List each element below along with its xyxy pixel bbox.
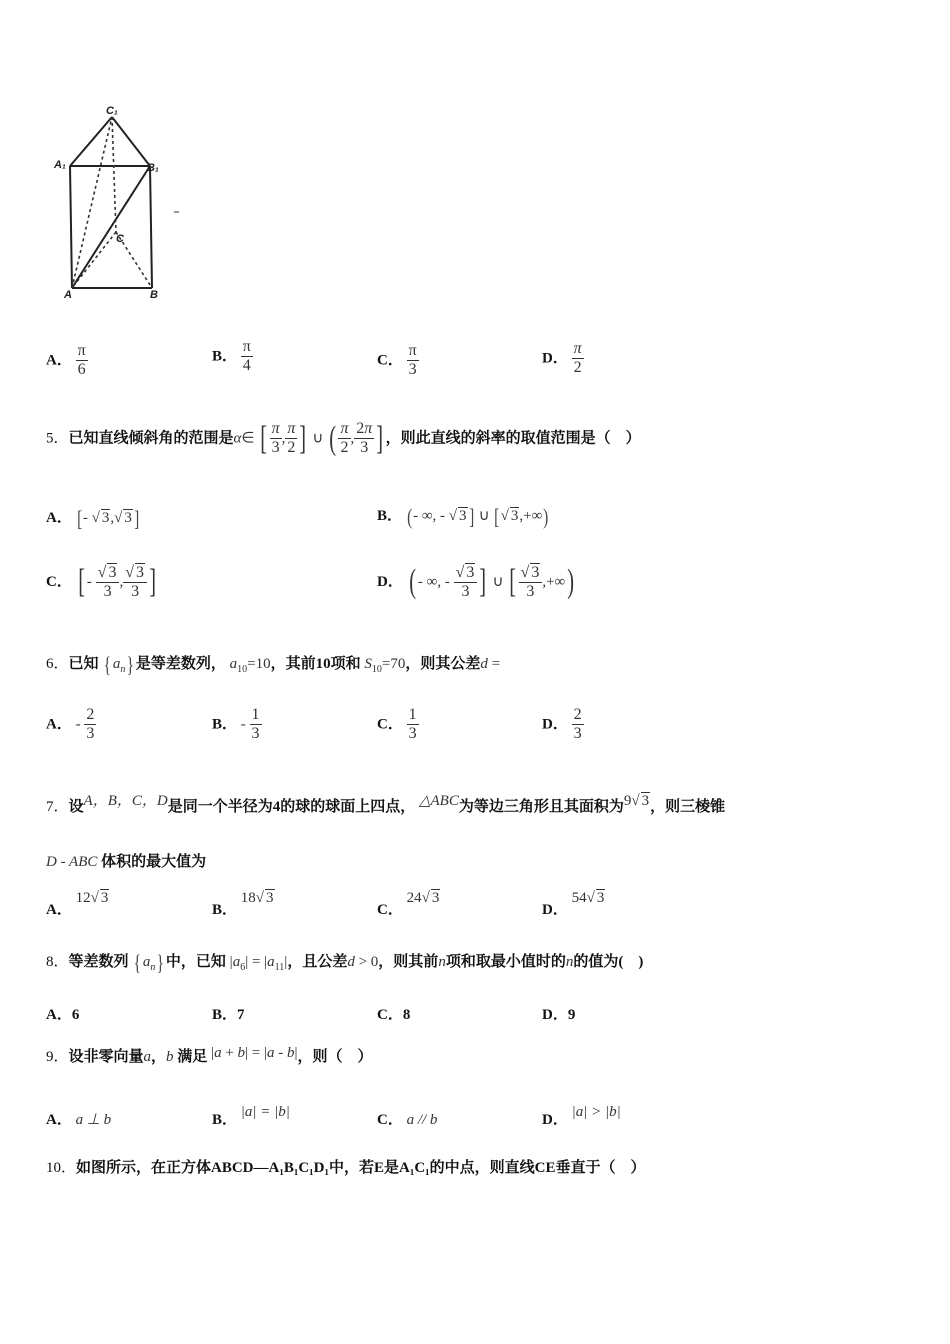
q8-option-a[interactable]: A．6	[46, 1007, 80, 1023]
question-8: 8．等差数列 { $a_n$} 中，已知 $|a_6| = |a_{11}|$，且公差d > 0，则其前n项和取最小值时的n的值为( )	[46, 949, 644, 975]
q4-option-b[interactable]: B． $\frac{\pi}{4}$	[212, 338, 251, 375]
label-b: B	[150, 289, 158, 301]
q4-option-a[interactable]: A． $\frac{\pi}{6}$	[46, 342, 86, 379]
label-b1: B₁	[147, 162, 159, 174]
q6-option-a[interactable]: A． - $\frac{2}{3}$	[46, 706, 95, 743]
q7-option-a[interactable]: A． 12√ 3	[46, 890, 109, 918]
q5-option-a[interactable]: A． [- √ 3,√ 3]	[46, 505, 140, 531]
label-c: C	[116, 233, 124, 245]
q6-option-d[interactable]: D． $\frac{2}{3}$	[542, 706, 582, 743]
question-5: 5．已知直线倾斜角的范围是α∈ [ $\frac{\pi}{3}$ , $\frac{\pi}{2}$ ] ∪ ( $\frac{\pi}{2}$ , $\frac{2\pi}{3}$ ] ，则此直线的斜率的取值范围是（ ）	[46, 419, 641, 457]
q9-option-c[interactable]: C． a // b	[377, 1112, 438, 1128]
label-a: A	[64, 289, 72, 301]
question-7: 7．设A，B，C，D是同一个半径为4的球的球面上四点， △ABC为等边三角形且其面积为9√ 3，则三棱锥	[46, 793, 726, 815]
q5-option-b[interactable]: B． (- ∞, - √ 3] ∪ [√ 3,+∞)	[377, 503, 549, 529]
edge-c-a	[72, 232, 116, 288]
question-7-line2: D - ABC 体积的最大值为	[46, 854, 207, 870]
label-a1: A₁	[54, 159, 66, 171]
q4-option-d[interactable]: D． $\frac{\pi}{2}$	[542, 340, 582, 377]
q7-option-d[interactable]: D． 54√ 3	[542, 890, 605, 918]
q7-option-b[interactable]: B． 18√ 3	[212, 890, 274, 918]
edge-a-b1	[72, 166, 150, 288]
edge-a1-a	[70, 166, 72, 288]
label-c1: C₁	[106, 105, 118, 117]
edge-c1-b1	[112, 117, 150, 166]
stray-mark	[174, 211, 179, 213]
q6-option-c[interactable]: C． $\frac{1}{3}$	[377, 706, 417, 743]
q7-option-c[interactable]: C． 24√ 3	[377, 890, 440, 918]
q5-option-c[interactable]: C． [ - $\frac{√ 3}{3}$ , $\frac{√ 3}{3}$ ]	[46, 563, 157, 601]
question-10: 10．如图所示，在正方体ABCD—A₁B₁C₁D₁中，若E是A₁C₁的中点，则直线CE垂直于（ ）	[46, 1160, 646, 1176]
q5-option-d[interactable]: D． ( - ∞, - $\frac{√ 3}{3}$ ] ∪ [ $\frac{√ 3}{3}$ ,+∞)	[377, 563, 575, 601]
q4-option-c[interactable]: C． $\frac{\pi}{3}$	[377, 342, 417, 379]
q8-option-c[interactable]: C．8	[377, 1007, 411, 1023]
edge-c1-c	[112, 117, 116, 232]
edge-b1-b	[150, 166, 152, 288]
question-9: 9．设非零向量a，b 满足 |a + b| = |a - b|，则（ ）	[46, 1045, 373, 1065]
q9-option-a[interactable]: A． a ⊥ b	[46, 1112, 112, 1128]
q9-option-b[interactable]: B． |a| = |b|	[212, 1104, 290, 1128]
q8-option-d[interactable]: D．9	[542, 1007, 576, 1023]
q6-option-b[interactable]: B． - $\frac{1}{3}$	[212, 706, 260, 743]
q8-option-b[interactable]: B．7	[212, 1007, 245, 1023]
prism-figure	[50, 100, 200, 310]
question-6: 6．已知 { $a_n$} 是等差数列， $a_{10}=10$，其前10项和 $S_{10}=70$，则其公差d =	[46, 651, 501, 677]
q9-option-d[interactable]: D． |a| > |b|	[542, 1104, 621, 1128]
